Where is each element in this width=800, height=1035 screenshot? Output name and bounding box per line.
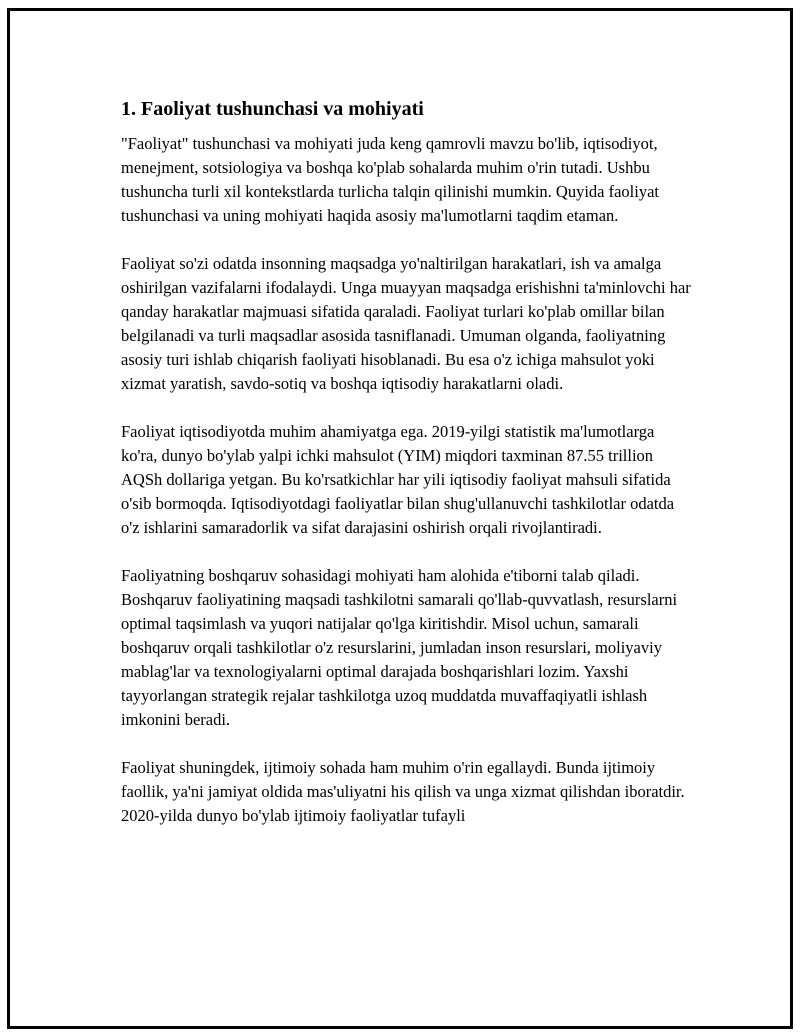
document-body [121,96,691,852]
page-frame [7,8,793,1029]
paragraph-2: Faoliyat so'zi odatda insonning maqsadga yo'naltirilgan harakatlari, ish va amalga oshirilgan vazifalarni ifodalaydi. Unga muayyan maqsadga erishishni ta'minlovchi har qanday harakatlar majmuasi sifatida qaraladi. Faoliyat turlari ko'plab omillar bilan belgilanadi va turli maqsadlar asosida tasniflanadi. Umuman olganda, faoliyatning asosiy turi ishlab chiqarish faoliyati hisoblanadi. Bu esa o'z ichiga mahsulot yoki xizmat yaratish, savdo-sotiq va boshqa iqtisodiy harakatlarni oladi. [121,254,691,393]
paragraph-5: Faoliyat shuningdek, ijtimoiy sohada ham muhim o'rin egallaydi. Bunda ijtimoiy faollik, ya'ni jamiyat oldida mas'uliyatni his qilish va unga xizmat qilishdan iboratdir. 2020-yilda dunyo bo'ylab ijtimoiy faoliyatlar tufayli [121,758,685,825]
paragraph-4: Faoliyatning boshqaruv sohasidagi mohiyati ham alohida e'tiborni talab qiladi. Boshqaruv faoliyatining maqsadi tashkilotni samarali qo'llab-quvvatlash, resurslarni optimal taqsimlash va yuqori natijalar qo'lga kiritishdir. Misol uchun, samarali boshqaruv orqali tashkilotlar o'z resurslarini, jumladan inson resurslari, moliyaviy mablag'lar va texnologiyalarni optimal darajada boshqarishlari lozim. Yaxshi tayyorlangan strategik rejalar tashkilotga uzoq muddatda muvaffaqiyatli ishlash imkonini beradi. [121,566,678,729]
paragraph-3: Faoliyat iqtisodiyotda muhim ahamiyatga ega. 2019-yilgi statistik ma'lumotlarga ko'ra, dunyo bo'ylab yalpi ichki mahsulot (YIM) miqdori taxminan 87.55 trillion AQSh dollariga yetgan. Bu ko'rsatkichlar har yili iqtisodiy faoliyat mahsuli sifatida o'sib bormoqda. Iqtisodiyotdagi faoliyatlar bilan shug'ullanuvchi tashkilotlar odatda o'z ishlarini samaradorlik va sifat darajasini oshirish orqali rivojlantiradi. [121,422,675,537]
paragraph-1: "Faoliyat" tushunchasi va mohiyati juda keng qamrovli mavzu bo'lib, iqtisodiyot, menejment, sotsiologiya va boshqa ko'plab sohalarda muhim o'rin tutadi. Ushbu tushuncha turli xil kontekstlarda turlicha talqin qilinishi mumkin. Quyida faoliyat tushunchasi va uning mohiyati haqida asosiy ma'lumotlarni taqdim etaman. [121,134,659,225]
section-heading: 1. Faoliyat tushunchasi va mohiyati [121,98,424,120]
